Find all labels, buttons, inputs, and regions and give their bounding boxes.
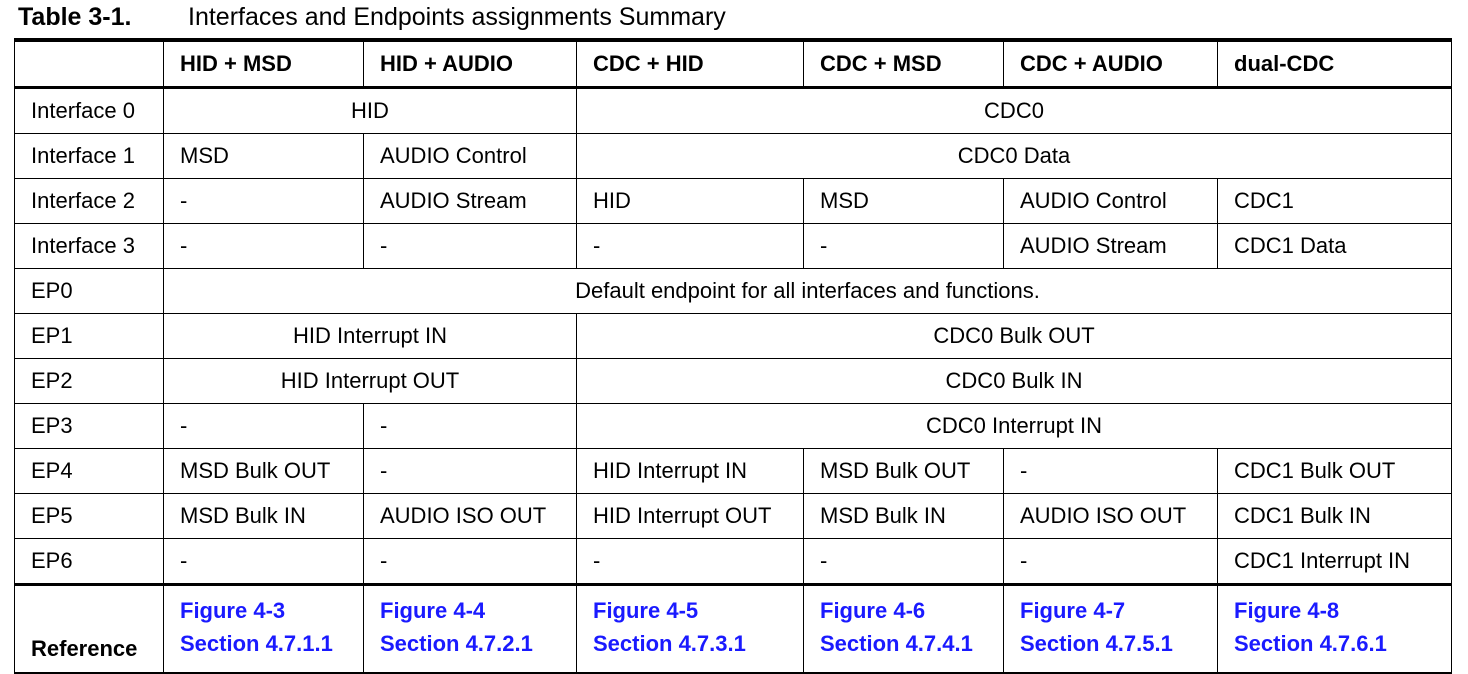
row-label: EP5 <box>15 494 164 539</box>
table-cell: - <box>804 539 1004 585</box>
row-label: EP3 <box>15 404 164 449</box>
figure-link[interactable]: Figure 4-6 <box>820 598 926 623</box>
table-cell: - <box>364 449 577 494</box>
header-cell-corner <box>15 40 164 88</box>
section-link[interactable]: Section 4.7.1.1 <box>180 631 333 656</box>
table-cell: HID <box>164 88 577 134</box>
table-cell: - <box>804 224 1004 269</box>
row-label: Interface 1 <box>15 134 164 179</box>
table-cell: CDC0 Bulk OUT <box>577 314 1452 359</box>
table-cell: AUDIO ISO OUT <box>364 494 577 539</box>
header-cell-cdc-msd: CDC + MSD <box>804 40 1004 88</box>
reference-cell <box>577 585 804 674</box>
table-cell: - <box>1004 449 1218 494</box>
table-cell: MSD Bulk OUT <box>804 449 1004 494</box>
table-cell: - <box>577 539 804 585</box>
table-cell: - <box>364 404 577 449</box>
row-label: EP0 <box>15 269 164 314</box>
row-label: EP2 <box>15 359 164 404</box>
table-cell: HID Interrupt OUT <box>164 359 577 404</box>
table-row <box>15 88 1452 134</box>
table-row <box>15 179 1452 224</box>
header-cell-hid-audio: HID + AUDIO <box>364 40 577 88</box>
table-cell: - <box>164 404 364 449</box>
interfaces-endpoints-table <box>14 38 1452 674</box>
table-cell: HID Interrupt OUT <box>577 494 804 539</box>
table-cell: - <box>364 224 577 269</box>
table-row <box>15 449 1452 494</box>
table-cell: CDC1 <box>1218 179 1452 224</box>
section-link[interactable]: Section 4.7.5.1 <box>1020 631 1173 656</box>
table-row <box>15 224 1452 269</box>
table-cell: AUDIO Stream <box>364 179 577 224</box>
table-cell: AUDIO Control <box>364 134 577 179</box>
table-cell: MSD Bulk IN <box>164 494 364 539</box>
reference-label: Reference <box>15 585 164 674</box>
table-cell: MSD <box>164 134 364 179</box>
figure-link[interactable]: Figure 4-4 <box>380 598 486 623</box>
table-cell: HID Interrupt IN <box>577 449 804 494</box>
table-cell: HID <box>577 179 804 224</box>
table-cell: AUDIO Control <box>1004 179 1218 224</box>
table-row <box>15 539 1452 585</box>
row-label: Interface 3 <box>15 224 164 269</box>
reference-row <box>15 585 1452 674</box>
header-cell-cdc-audio: CDC + AUDIO <box>1004 40 1218 88</box>
table-number: Table 3-1. <box>18 3 132 31</box>
table-cell: MSD <box>804 179 1004 224</box>
figure-link[interactable]: Figure 4-3 <box>180 598 286 623</box>
table-caption <box>18 2 726 32</box>
table-cell: AUDIO ISO OUT <box>1004 494 1218 539</box>
section-link[interactable]: Section 4.7.4.1 <box>820 631 973 656</box>
table-row <box>15 494 1452 539</box>
table-row <box>15 314 1452 359</box>
table-row <box>15 134 1452 179</box>
table-cell: AUDIO Stream <box>1004 224 1218 269</box>
reference-cell <box>1218 585 1452 674</box>
figure-link[interactable]: Figure 4-8 <box>1234 598 1340 623</box>
table-cell: CDC1 Data <box>1218 224 1452 269</box>
figure-link[interactable]: Figure 4-5 <box>593 598 699 623</box>
row-label: Interface 0 <box>15 88 164 134</box>
table-cell: - <box>1004 539 1218 585</box>
table-cell: MSD Bulk OUT <box>164 449 364 494</box>
table-cell: - <box>577 224 804 269</box>
table-cell: CDC0 <box>577 88 1452 134</box>
table-cell: MSD Bulk IN <box>804 494 1004 539</box>
table-cell: CDC0 Bulk IN <box>577 359 1452 404</box>
table-cell: - <box>364 539 577 585</box>
header-cell-dual-cdc: dual-CDC <box>1218 40 1452 88</box>
table-cell: CDC0 Interrupt IN <box>577 404 1452 449</box>
figure-link[interactable]: Figure 4-7 <box>1020 598 1126 623</box>
table-body <box>15 88 1452 674</box>
row-label: EP1 <box>15 314 164 359</box>
section-link[interactable]: Section 4.7.3.1 <box>593 631 746 656</box>
header-cell-cdc-hid: CDC + HID <box>577 40 804 88</box>
header-cell-hid-msd: HID + MSD <box>164 40 364 88</box>
table-row <box>15 269 1452 314</box>
reference-cell <box>804 585 1004 674</box>
row-label: EP4 <box>15 449 164 494</box>
table-cell: - <box>164 539 364 585</box>
table-cell: CDC0 Data <box>577 134 1452 179</box>
reference-cell <box>364 585 577 674</box>
section-link[interactable]: Section 4.7.2.1 <box>380 631 533 656</box>
table-row <box>15 404 1452 449</box>
row-label: Interface 2 <box>15 179 164 224</box>
reference-cell <box>164 585 364 674</box>
reference-cell <box>1004 585 1218 674</box>
row-label: EP6 <box>15 539 164 585</box>
table-cell: HID Interrupt IN <box>164 314 577 359</box>
section-link[interactable]: Section 4.7.6.1 <box>1234 631 1387 656</box>
table-cell: CDC1 Interrupt IN <box>1218 539 1452 585</box>
table-cell: - <box>164 224 364 269</box>
table-cell: CDC1 Bulk IN <box>1218 494 1452 539</box>
table-cell: CDC1 Bulk OUT <box>1218 449 1452 494</box>
table-header-row <box>15 40 1452 88</box>
table-cell: Default endpoint for all interfaces and functions. <box>164 269 1452 314</box>
table-row <box>15 359 1452 404</box>
table-title: Interfaces and Endpoints assignments Summary <box>188 3 726 31</box>
table-cell: - <box>164 179 364 224</box>
